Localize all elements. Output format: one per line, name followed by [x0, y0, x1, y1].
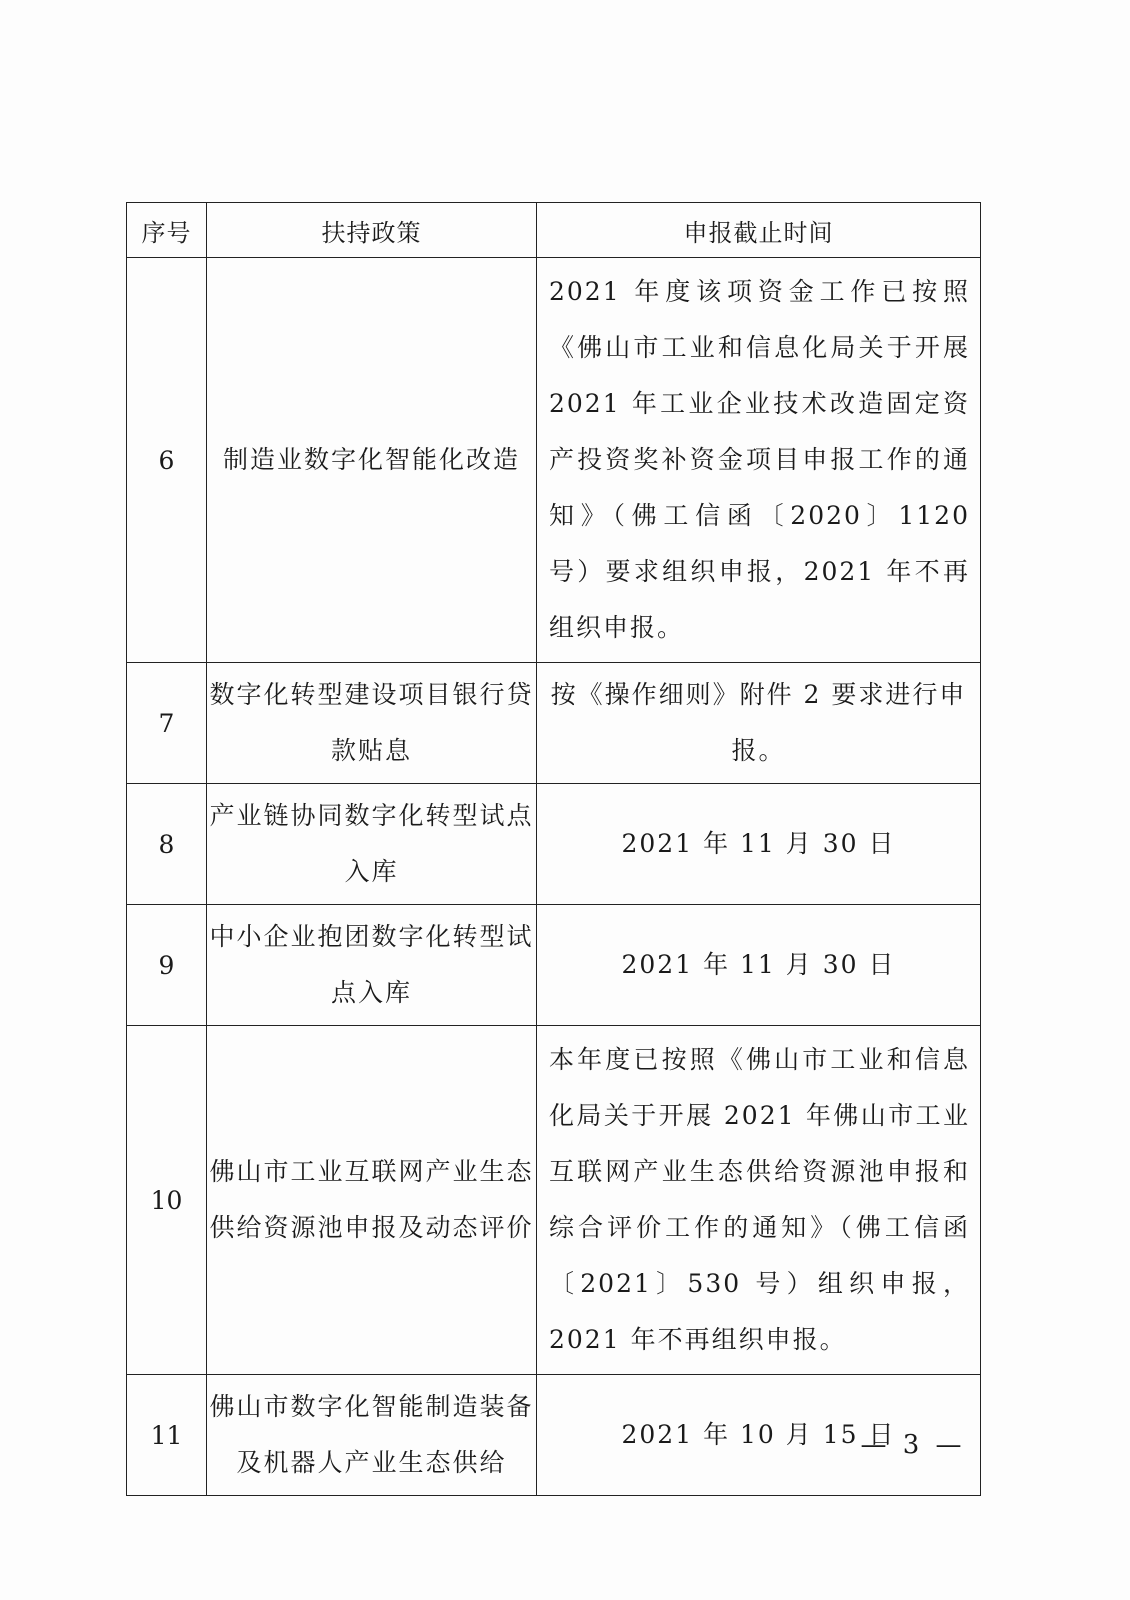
row-number: 8: [127, 784, 207, 905]
header-deadline: 申报截止时间: [537, 203, 981, 258]
table-row: [127, 663, 981, 784]
row-policy: 数字化转型建设项目银行贷款贴息: [207, 663, 537, 784]
row-policy: 佛山市工业互联网产业生态供给资源池申报及动态评价: [207, 1026, 537, 1375]
row-number: 6: [127, 258, 207, 663]
header-number: 序号: [127, 203, 207, 258]
policy-deadline-table: [126, 202, 981, 1496]
row-deadline: 按《操作细则》附件 2 要求进行申报。: [537, 663, 981, 784]
table-row: [127, 1026, 981, 1375]
row-number: 10: [127, 1026, 207, 1375]
row-deadline: 本年度已按照《佛山市工业和信息化局关于开展 2021 年佛山市工业互联网产业生态供给资源池申报和综合评价工作的通知》（佛工信函〔2021〕530 号）组织申报，2021 年不再组织申报。: [537, 1026, 981, 1375]
page-number: — 3 —: [860, 1430, 966, 1460]
row-number: 7: [127, 663, 207, 784]
table-header-row: [127, 203, 981, 258]
row-number: 9: [127, 905, 207, 1026]
row-policy: 制造业数字化智能化改造: [207, 258, 537, 663]
row-number: 11: [127, 1375, 207, 1496]
row-policy: 中小企业抱团数字化转型试点入库: [207, 905, 537, 1026]
table-row: [127, 258, 981, 663]
row-deadline: 2021 年度该项资金工作已按照《佛山市工业和信息化局关于开展 2021 年工业企业技术改造固定资产投资奖补资金项目申报工作的通知》（佛工信函〔2020〕1120 号）要求组织申报，2021 年不再组织申报。: [537, 258, 981, 663]
table-row: [127, 784, 981, 905]
header-policy: 扶持政策: [207, 203, 537, 258]
row-deadline: 2021 年 10 月 15 日: [537, 1375, 981, 1496]
row-policy: 产业链协同数字化转型试点入库: [207, 784, 537, 905]
row-deadline: 2021 年 11 月 30 日: [537, 905, 981, 1026]
row-policy: 佛山市数字化智能制造装备及机器人产业生态供给: [207, 1375, 537, 1496]
table-row: [127, 905, 981, 1026]
row-deadline: 2021 年 11 月 30 日: [537, 784, 981, 905]
